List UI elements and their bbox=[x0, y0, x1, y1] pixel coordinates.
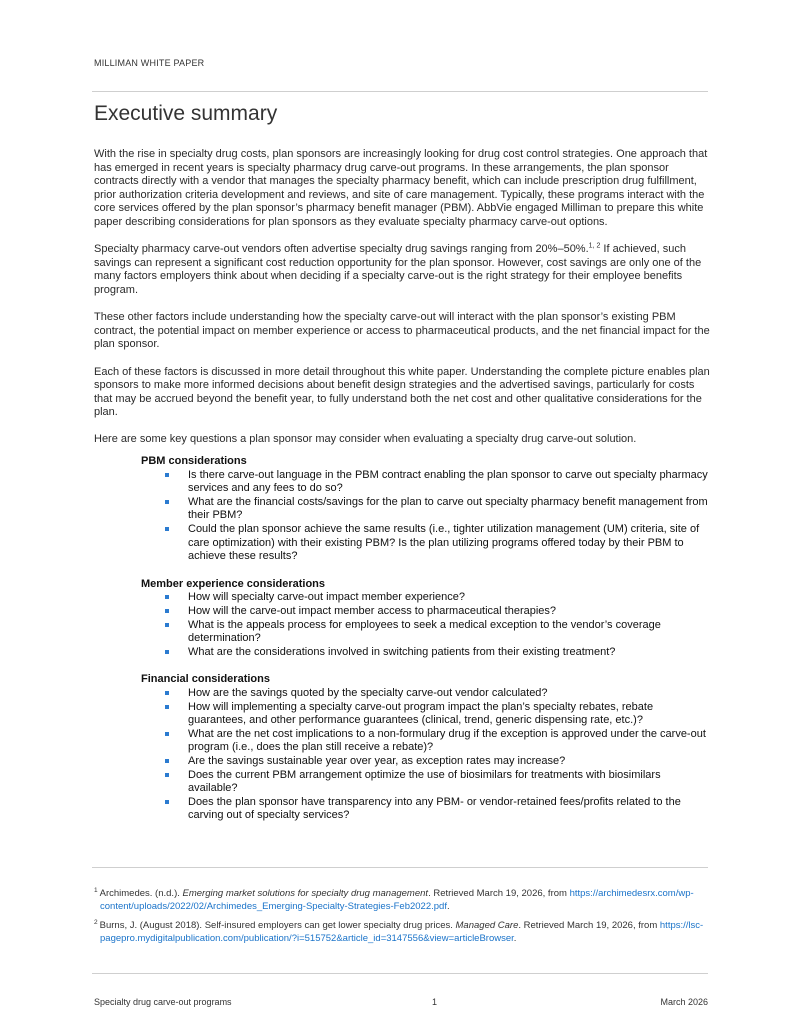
footnote-ref: 1, 2 bbox=[588, 242, 601, 250]
square-bullet-icon bbox=[165, 732, 169, 736]
footnote-text: . bbox=[513, 932, 517, 944]
body-content bbox=[94, 148, 710, 837]
list-item bbox=[165, 591, 710, 605]
section-heading: Financial considerations bbox=[141, 673, 270, 686]
square-bullet-icon bbox=[165, 527, 169, 531]
list-item bbox=[165, 687, 710, 701]
page-title: Executive summary bbox=[94, 102, 278, 125]
list-item bbox=[165, 619, 710, 646]
square-bullet-icon bbox=[165, 800, 169, 804]
header-divider bbox=[92, 91, 708, 92]
footnote-1 bbox=[94, 888, 710, 913]
footnotes bbox=[94, 888, 710, 952]
footer-title: Specialty drug carve-out programs bbox=[94, 997, 232, 1007]
question-text: What are the financial costs/savings for the plan to carve out specialty pharmacy benefit management from their PBM? bbox=[188, 495, 708, 522]
footnote-number: 1 bbox=[94, 886, 98, 894]
list-item bbox=[165, 523, 710, 564]
footnote-text: Burns, J. (August 2018). Self-insured employers can get lower specialty drug prices. bbox=[99, 920, 456, 932]
list-item bbox=[165, 769, 710, 796]
square-bullet-icon bbox=[165, 473, 169, 477]
list-item bbox=[165, 701, 710, 728]
paragraph-details: Each of these factors is discussed in more detail throughout this white paper. Understanding the complete picture enables plan sponsors to make more informed decisions about benefit design strategies and the advertised savings, particularly for costs that may be accrued beyond the benefit year, to fully understand both the net cost and other qualitative considerations for the plan. bbox=[94, 365, 710, 419]
question-text: Is there carve-out language in the PBM contract enabling the plan sponsor to carve out specialty pharmacy services and any fees to do so? bbox=[188, 468, 708, 495]
square-bullet-icon bbox=[165, 691, 169, 695]
square-bullet-icon bbox=[165, 595, 169, 599]
footnote-text: . Retrieved March 19, 2026, from bbox=[428, 888, 570, 899]
question-text: Does the plan sponsor have transparency into any PBM- or vendor-retained fees/profits related to the carving out of specialty services? bbox=[188, 795, 681, 822]
question-text: How are the savings quoted by the specialty carve-out vendor calculated? bbox=[188, 686, 548, 699]
footnote-2 bbox=[94, 920, 710, 945]
list-item bbox=[165, 728, 710, 755]
paragraph-key-questions: Here are some key questions a plan sponsor may consider when evaluating a specialty drug carve-out solution. bbox=[94, 433, 637, 446]
header-label: MILLIMAN WHITE PAPER bbox=[94, 58, 205, 68]
list-item bbox=[165, 646, 710, 660]
question-text: What is the appeals process for employees to seek a medical exception to the vendor’s coverage determination? bbox=[188, 618, 661, 645]
footnote-source-title: Emerging market solutions for specialty drug management bbox=[182, 888, 429, 899]
question-list bbox=[141, 591, 710, 659]
questions-block bbox=[141, 455, 710, 823]
section-heading: Member experience considerations bbox=[141, 577, 326, 590]
paragraph-savings-text: Specialty pharmacy carve-out vendors often advertise specialty drug savings ranging from 20%–50%. bbox=[94, 243, 589, 256]
footer-date: March 2026 bbox=[660, 997, 708, 1007]
question-text: What are the net cost implications to a non-formulary drug if the exception is approved under the carve-out program (i.e., does the plan still receive a rebate)? bbox=[188, 727, 706, 754]
question-text: How will specialty carve-out impact member experience? bbox=[188, 591, 465, 604]
footer-divider bbox=[92, 973, 708, 974]
question-text: Are the savings sustainable year over year, as exception rates may increase? bbox=[188, 754, 566, 767]
question-text: How will the carve-out impact member access to pharmaceutical therapies? bbox=[188, 605, 557, 617]
list-item bbox=[165, 796, 710, 823]
footnote-text: Archimedes. (n.d.). bbox=[99, 888, 183, 899]
list-item bbox=[165, 755, 710, 769]
list-item bbox=[165, 605, 710, 619]
footnote-text: . bbox=[446, 900, 450, 912]
paragraph-savings bbox=[94, 243, 710, 297]
paragraph-factors: These other factors include understanding how the specialty carve-out will interact with the plan sponsor’s existing PBM contract, the potential impact on member experience or access to pharmaceutical products, and the net financial impact for the plan sponsor. bbox=[94, 311, 710, 351]
square-bullet-icon bbox=[165, 609, 169, 613]
paragraph-intro: With the rise in specialty drug costs, plan sponsors are increasingly looking for drug cost control strategies. One approach that has emerged in recent years is specialty pharmacy drug carve-out programs. In these arrangements, the plan sponsor contracts directly with a vendor that manages the specialty pharmacy benefit, which can include prescription drug fulfillment, prior authorization criteria development and reviews, and site of care management. Typically, these programs interact with the core services offered by the plan sponsor’s pharmacy benefit manager (PBM). AbbVie engaged Milliman to prepare this white paper describing considerations for plan sponsors as they evaluate specialty pharmacy carve-out options. bbox=[94, 148, 708, 228]
question-text: Does the current PBM arrangement optimize the use of biosimilars for treatments with biosimilars available? bbox=[188, 768, 661, 795]
footnote-text: . Retrieved March 19, 2026, from bbox=[518, 920, 660, 932]
question-list bbox=[141, 469, 710, 564]
section-heading: PBM considerations bbox=[141, 455, 247, 468]
square-bullet-icon bbox=[165, 773, 169, 777]
footnote-number: 2 bbox=[94, 919, 98, 927]
member-experience-section bbox=[141, 578, 710, 660]
footnote-source-title: Managed Care bbox=[455, 920, 519, 932]
financial-considerations-section bbox=[141, 673, 710, 823]
pbm-considerations-section bbox=[141, 455, 710, 564]
list-item bbox=[165, 496, 710, 523]
question-text: What are the considerations involved in switching patients from their existing treatment? bbox=[188, 645, 616, 658]
footnote-link[interactable]: https://lsc-pagepro.mydigitalpublication.com/publication/?i=515752&article_id=3147556&view=articleBrowser bbox=[100, 920, 704, 944]
list-item bbox=[165, 469, 710, 496]
square-bullet-icon bbox=[165, 623, 169, 627]
square-bullet-icon bbox=[165, 759, 169, 763]
page-number: 1 bbox=[432, 997, 438, 1007]
footnote-divider bbox=[92, 867, 708, 868]
question-list bbox=[141, 687, 710, 823]
square-bullet-icon bbox=[165, 650, 169, 654]
square-bullet-icon bbox=[165, 705, 169, 709]
footnote-link[interactable]: https://archimedesrx.com/wp-content/uploads/2022/02/Archimedes_Emerging-Specialty-Strategies-Feb2022.pdf bbox=[100, 888, 694, 912]
square-bullet-icon bbox=[165, 500, 169, 504]
paragraph-savings-text-cont: If achieved, such savings can represent a significant cost reduction opportunity for the plan sponsor. However, cost savings are only one of the many factors employers think about when deciding if a specialty carve-out is the right strategy for their employee benefits program. bbox=[94, 243, 702, 296]
question-text: How will implementing a specialty carve-out program impact the plan’s specialty rebates, rebate guarantees, and other performance guarantees (clinical, trend, generic dispensing rate, etc.)? bbox=[188, 700, 654, 727]
question-text: Could the plan sponsor achieve the same results (i.e., tighter utilization management (UM) criteria, site of care optimization) with their existing PBM? Is the plan utilizing programs offered today by their PBM to achieve these results? bbox=[188, 523, 700, 563]
